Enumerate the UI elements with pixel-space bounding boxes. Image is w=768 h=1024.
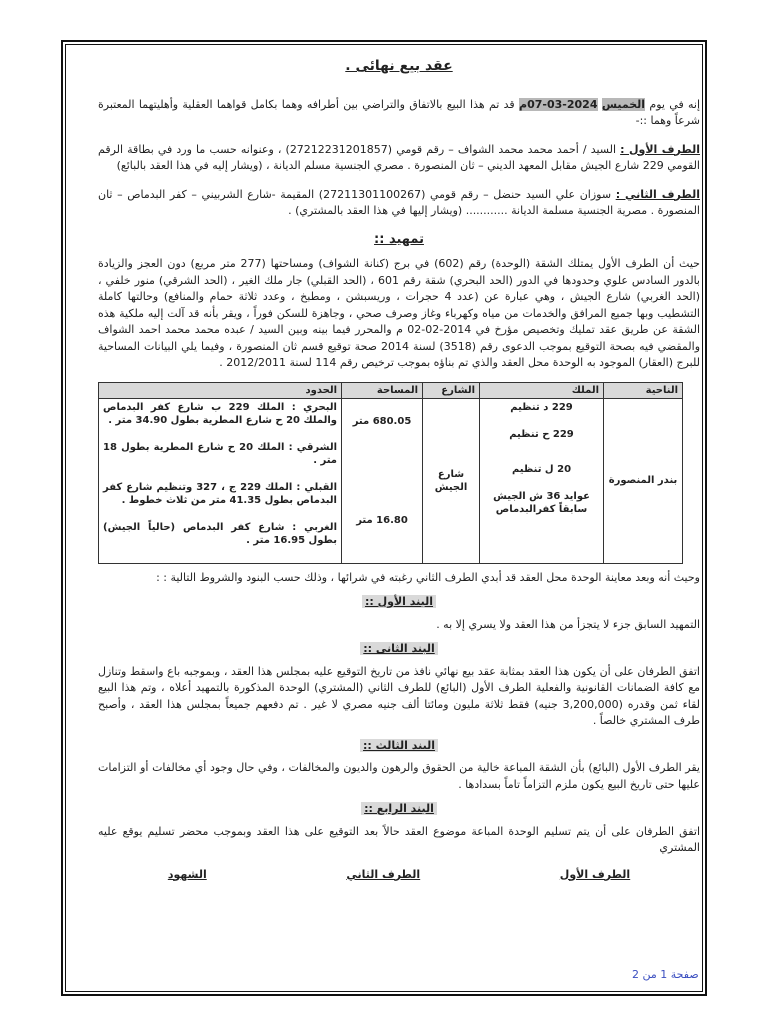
signature-party-one: الطرف الأول — [559, 867, 631, 881]
signature-row — [98, 867, 700, 884]
cell-area — [342, 398, 423, 563]
clause-3-text: يقر الطرف الأول (البائع) بأن الشقة المباعة خالية من الحقوق والرهون والديون والمخالفات ، وفي حال وجود أي مخالفات أو التزامات عليها حتى تاريخ البيع يكون ملزم التزاماً تاماً بسدادها . — [98, 761, 700, 791]
cell-ownership — [480, 398, 604, 563]
clause-1-text: التمهيد السابق جزء لا يتجزأ من هذا العقد ولا يسري إلا به . — [436, 617, 700, 631]
property-table — [98, 382, 683, 564]
header-district: الناحية — [604, 382, 683, 398]
after-table-text: وحيث أنه وبعد معاينة الوحدة محل العقد قد أبدي الطرف الثاني رغبته في شرائها ، وذلك حسب البنود والشروط التالية : : — [156, 570, 700, 584]
ownership-1: 229 د تنظيم — [510, 401, 573, 413]
clause-1-title: البند الأول :: — [362, 595, 436, 608]
cell-district: بندر المنصورة — [604, 398, 683, 563]
boundary-west: الغربي : شارع كفر البدماص (حالياً الجيش) بطول 16.95 متر . — [103, 521, 337, 546]
ownership-4: عوايد 36 ش الجيش سابقاً كفرالبدماص — [493, 490, 590, 515]
clause-3-title: البند الثالث :: — [360, 739, 438, 752]
boundary-east: الشرقي : الملك 20 ح شارع المطرية بطول 18 متر . — [103, 441, 337, 466]
preamble-title: تمهيد :: — [374, 231, 424, 247]
table-header-row — [99, 382, 683, 398]
header-boundaries: الحدود — [99, 382, 342, 398]
intro-prefix: إنه في يوم — [649, 97, 701, 111]
cell-street: شارع الجيش — [423, 398, 480, 563]
area-extra: 16.80 متر — [356, 514, 408, 526]
ownership-2: 229 ح تنظيم — [509, 428, 574, 440]
boundary-south: القبلي : الملك 229 ج ، 327 وتنظيم شارع كفر البدماص بطول 41.35 متر من ثلاث خطوط . — [103, 481, 337, 506]
header-ownership: الملك — [480, 382, 604, 398]
party-two-label: الطرف الثاني : — [615, 187, 700, 201]
party-two-paragraph — [98, 187, 700, 220]
intro-rest: قد تم هذا البيع بالاتفاق والتراضي بين أطرافه وهما بكامل قواهما العقلية وأهليتهما المعتبرة شرعاً وهما ::- — [98, 97, 700, 127]
contract-body — [98, 56, 700, 883]
intro-day: الخميس — [601, 97, 646, 111]
header-street: الشارع — [423, 382, 480, 398]
cell-boundaries — [99, 398, 342, 563]
signature-witnesses: الشهود — [167, 867, 207, 881]
party-one-text: السيد / أحمد محمد محمد الشواف – رقم قومي (27212231201857) ، وعنوانه حسب ما ورد في بطاقة الرقم القومي 229 شارع الجيش مقابل المعهد الديني – ثان المنصورة . مصري الجنسية مسلم الديانة ، (ويشار إليه في هذا العقد بالبائع) — [98, 142, 700, 172]
party-one-label: الطرف الأول : — [620, 142, 700, 156]
area-total: 680.05 متر — [352, 415, 412, 427]
clause-4-text: اتفق الطرفان على أن يتم تسليم الوحدة المباعة موضوع العقد حالاً بعد التوقيع على هذا العقد وبموجب محضر تسليم يوقع عليه المشتري — [98, 824, 700, 854]
party-one-paragraph — [98, 142, 700, 175]
table-row — [99, 398, 683, 563]
clause-2-title: البند الثانى :: — [360, 642, 437, 655]
boundary-north: البحري : الملك 229 ب شارع كفر البدماص والملك 20 ح شارع المطرية بطول 34.90 متر . — [103, 401, 337, 426]
clause-2-text: اتفق الطرفان على أن يكون هذا العقد بمثابة عقد بيع نهائي نافذ من تاريخ التوقيع عليه بمجلس هذا العقد ، وبموجبه باع واسقط وتنازل مع كافة الضمانات القانونية والفعلية الطرف الأول (البائع) للطرف الثاني (المشتري) الوحدة المذكورة بالتمهيد أعلاه ، وتم هذا البيع لقاء ثمن وقدره (3,200,000 جنيه) فقط ثلاثة مليون ومائتا ألف جنيه مصري لا غير . تم دفعهم جميعاً بمجلس هذا العقد ، وأصبح طرف المشتري خالصاً . — [98, 664, 701, 727]
intro-paragraph — [98, 97, 700, 130]
clause-4-title: البند الرابع :: — [361, 802, 437, 815]
contract-title: عقد بيع نهائى . — [345, 58, 453, 74]
ownership-3: 20 ل تنظيم — [511, 463, 572, 475]
intro-date: 2024-03-07م — [519, 97, 598, 111]
preamble-text: حيث أن الطرف الأول يمتلك الشقة (الوحدة) رقم (602) في برج (كنانة الشواف) ومساحتها (277 متر مربع) دون العجز والزيادة بالدور السادس علوي وحدودها في الدور (الحد البحري) شقة رقم 601 ، (الحد القبلي) جار ملك الغير ، (الحد الشرقي) منور خلفي ، (الحد الغربي) شارع الجيش ، وهي عبارة عن (عدد 4 حجرات ، وريسبشن ، ومطبخ ، وعدد ثلاثة حمام والمنافع) وحالتها كاملة التشطيب وبها جميع المرافق والخدمات من مياه وكهرباء وغاز وصرف صحي ، وجاهزة للسكن فوراً ، ويقر بأنه قد آلت إليه ملكية هذه الشقة عن طريق عقد تمليك وتخصيص مؤرخ في 2014-02-02 م والمحرر فيما بينه وبين السيد / عبده محمد محمد احمد الشواف والمقضي فيه بصحة التوقيع بموجب الدعوى رقم (3518) لسنة 2014 صحة توقيع قسم ثان المنصورة ، وفيما يلي البيانات المساحية للبرج (العقار) الموجود به الوحدة محل العقد والذي تم بناؤه بموجب ترخيص رقم 114 لسنة 2012/2011 . — [98, 257, 701, 369]
header-area: المساحة — [342, 382, 423, 398]
signature-party-two: الطرف الثاني — [346, 867, 421, 881]
page-number: صفحة 1 من 2 — [632, 968, 699, 981]
party-two-text: سوزان علي السيد حنضل – رقم قومي (27211301100267) المقيمة -شارع الشربيني – كفر البدماص – ثان المنصورة . مصرية الجنسية مسلمة الديانة ............ (ويشار إليها في هذا العقد بالمشتري) . — [98, 187, 700, 217]
